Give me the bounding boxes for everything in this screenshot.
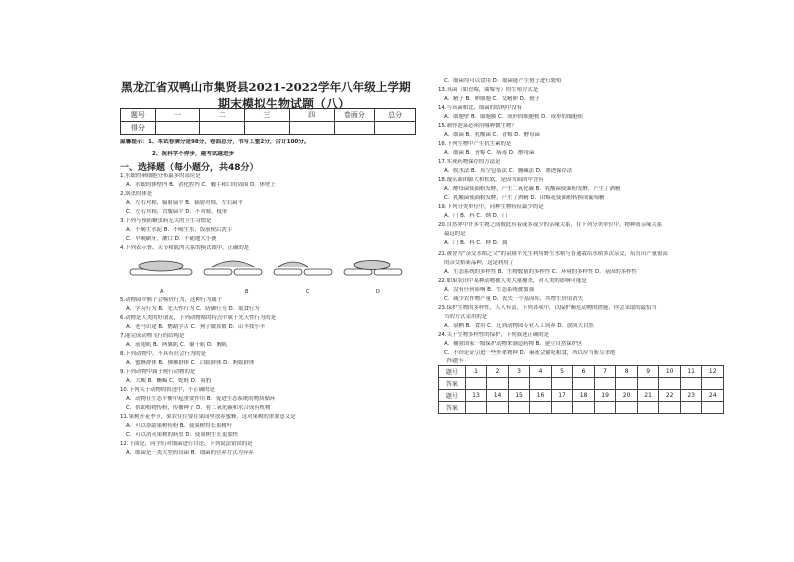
figure-label-c: C — [306, 289, 310, 295]
option-line: A．细菌 B．青霉 C．病毒 D．酵母菌 — [444, 150, 535, 156]
answer-cell[interactable] — [616, 402, 638, 414]
answer-row-label: 答案 — [439, 378, 466, 390]
answer-cell[interactable] — [573, 402, 595, 414]
question-number: 13 — [465, 390, 487, 402]
question-line: 3.下列与预防蛔虫病无关的卫生习惯是 — [120, 218, 212, 224]
score-header: 四 — [289, 109, 334, 122]
question-number: 22 — [659, 390, 681, 402]
score-cell[interactable] — [245, 122, 290, 135]
option-line: A．生态系统的多样性 B．生物数量的多样性 C．环境的多样性 D．基因的多样性 — [444, 269, 637, 275]
score-header: 卷面分 — [334, 109, 375, 122]
figure-option-d — [344, 261, 402, 276]
question-number: 10 — [659, 366, 681, 378]
option-line: A．水螅的体壁内 B．消化腔内 C．触手和口的周围 D．体壁上 — [126, 182, 276, 188]
option-line: C．细菌均可以食用 D．细菌能产生孢子进行繁殖 — [444, 78, 562, 84]
question-number: 14 — [487, 390, 509, 402]
score-header: 总分 — [375, 109, 416, 122]
option-line: A．可以帮助果树传粉 B．使果树得长果树叶 — [126, 423, 233, 429]
option-line: A．门 B．科 C．种 D．属 — [444, 240, 508, 246]
answer-cell[interactable] — [594, 378, 616, 390]
answer-cell[interactable] — [551, 402, 573, 414]
answer-cell[interactable] — [702, 402, 724, 414]
section-1-heading: 一、选择题（每小题分，共48分） — [120, 163, 259, 173]
option-line: C．帮助植物传粉，传播种子 D．将二氧化碳和水合成有机物 — [126, 405, 271, 411]
answer-cell[interactable] — [508, 402, 530, 414]
option-line: A．精子 B．卵细胞 C．交精卵 D．孢子 — [444, 96, 540, 102]
exam-title-line2: 期末模拟生物试题（八） — [218, 97, 351, 111]
question-number: 7 — [594, 366, 616, 378]
question-number: 19 — [594, 390, 616, 402]
answer-cell[interactable] — [573, 378, 595, 390]
score-table — [120, 108, 416, 135]
answer-cell[interactable] — [702, 378, 724, 390]
answer-cell[interactable] — [680, 378, 702, 390]
notice-1: 温馨提示：1、本试卷满分是98分，卷面总分，书写工整2分，合计100分。 — [120, 139, 310, 145]
score-cell[interactable] — [334, 122, 375, 135]
question-line: 11.果树开花季节，果农往往要在果园里放养蜜蜂，这对果树的重要意义是 — [120, 414, 296, 420]
score-cell[interactable] — [289, 122, 334, 135]
question-line: 10.下列关于动物的叙述中，不正确的是 — [120, 387, 215, 393]
answer-sheet-label: 答题卡 — [446, 358, 465, 364]
question-number: 6 — [573, 366, 595, 378]
option-line: A．酵母菌使面粉发酵，产生二氧化碳 B．乳酸菌使面粉发酵，产生了酒精 — [444, 186, 621, 192]
answer-cell[interactable] — [530, 402, 552, 414]
question-line: 6.动物是人类的好朋友，下列动物都的特点中属于先天性行为的是 — [120, 315, 277, 321]
answer-cell[interactable] — [465, 378, 487, 390]
figure-label-a: A — [160, 289, 164, 295]
question-number: 23 — [680, 390, 702, 402]
option-line: C．早晚刷牙，漱口 D．不随地大小便 — [126, 236, 217, 242]
answer-cell[interactable] — [551, 378, 573, 390]
option-line: C．减少农作物产量 D．丧失一个基因库，其增生价值消失 — [444, 296, 584, 302]
question-line: 7.能完成动物飞行的结构是 — [120, 333, 185, 339]
option-line: A．捕猎国家一级保护动物来制造药物 B．建立自然保护区 — [444, 341, 583, 347]
figure-label-d: D — [376, 289, 380, 295]
option-line: A．前翅肌 B．两翼肌 C．躯干肌 D．胸肌 — [126, 342, 228, 348]
option-line: A．细菌是一类大型的真菌 B．细菌的营养方式为异养 — [126, 450, 254, 456]
option-line: C．可以消灭果树的病虫 D．使果树生长更加快 — [126, 432, 239, 438]
answer-cell[interactable] — [616, 378, 638, 390]
question-number: 8 — [616, 366, 638, 378]
question-line-cont: 当的方式采用的是 — [444, 314, 488, 320]
answer-cell[interactable] — [594, 402, 616, 414]
option-line: C．乳酸菌使面粉发酵，产生了酒精 D．由霉花使面粉转换成葡萄糖 — [444, 195, 605, 201]
option-line: A．不喝生水泥 B．不喝生水，饭前便后洗手 — [126, 227, 233, 233]
question-line: 1.水螅的刺细胞分布最多的部位是 — [120, 173, 201, 179]
question-number: 15 — [508, 390, 530, 402]
question-line: 9.下列动物中属于爬行动物的是 — [120, 369, 196, 375]
question-number: 4 — [530, 366, 552, 378]
exam-title-line1: 黑龙江省双鸭山市集贤县2021-2022学年八年级上学期 — [121, 80, 411, 94]
option-line: A．左右对称，辐射扁平 B．辐射对称，左右扁平 — [126, 200, 243, 206]
figure-option-c — [274, 262, 332, 275]
question-number: 17 — [551, 390, 573, 402]
question-number: 21 — [637, 390, 659, 402]
question-line: 18.馒头面团膨大和松软，是因为面团中含有 — [438, 177, 544, 183]
question-number: 11 — [680, 366, 702, 378]
score-cell[interactable] — [155, 122, 200, 135]
answer-cell[interactable] — [465, 402, 487, 414]
answer-cell[interactable] — [508, 378, 530, 390]
question-line-cont: 的杂交稻新品种，这是利用了 — [444, 260, 515, 266]
question-line: 13.真菌（如青霉，曲霉等）的生殖方式是 — [438, 87, 539, 93]
question-number: 20 — [616, 390, 638, 402]
answer-cell[interactable] — [637, 378, 659, 390]
answer-cell[interactable] — [487, 378, 509, 390]
option-line: C．左右对称，背腹扁平 D．不对称，枝形 — [126, 209, 228, 215]
question-number: 18 — [573, 390, 595, 402]
option-line: A．没有任何影响 B．生态系统被加强 — [444, 287, 534, 293]
question-number: 5 — [551, 366, 573, 378]
score-header: 三 — [245, 109, 290, 122]
question-line: 5.动物园中猴子会模仿行为，这种行为属于 — [120, 297, 223, 303]
figure-option-a — [130, 261, 192, 275]
question-line: 8.下列动物中，不具有社会行为的是 — [120, 351, 207, 357]
option-line: A．学习行为 B．先天性行为 C．防御行为 D．取食行为 — [126, 306, 260, 312]
question-line: 21.被誉为“杂交水稻之父”的袁隆平先生利用野生水稻与普通栽培水稻多次杂交，培育出产量很高 — [438, 251, 668, 257]
score-header: 一 — [155, 109, 200, 122]
question-line: 19.下列分类单位中，同种生物特征最少的是 — [438, 204, 544, 210]
score-cell[interactable] — [200, 122, 245, 135]
answer-cell[interactable] — [487, 402, 509, 414]
score-row-label: 得分 — [121, 122, 156, 135]
question-number: 2 — [487, 366, 509, 378]
option-line: A．细菌 B．乳酸菌 C．青霉 D．酵母菌 — [444, 132, 540, 138]
question-line: 12.下面是，同学们对细菌进行讨论，下列说法错误的是 — [120, 441, 253, 447]
question-number: 12 — [702, 366, 724, 378]
question-number: 3 — [508, 366, 530, 378]
option-line: A．蜜蜂群体 B．狒狒群体 C．白蚁群体 D．蚂蚁群体 — [126, 360, 255, 366]
question-line: 2.涡虫的体是 — [120, 191, 153, 197]
answer-row-header: 题号 — [439, 366, 466, 378]
answer-cell[interactable] — [659, 378, 681, 390]
question-line: 20.自然界中许多生物之间彼此有着或多或少的亲缘关系，在下列分类单位中，物种间亲缘关系 — [438, 222, 663, 228]
score-header: 题号 — [121, 109, 156, 122]
option-line: A．大鲵 B．蜥蜴 C．蛇蛙 D．海豹 — [126, 378, 212, 384]
score-header: 二 — [200, 109, 245, 122]
option-line: A．老马识途 B．鹦鹉学舌 C．狗子做算数 D．山羊找小羊 — [126, 324, 266, 330]
option-line: A．门 B．科 C．纲 D．门 — [444, 213, 508, 219]
question-line: 24.关于生物多样性的保护，下列叙述正确的是 — [438, 332, 549, 338]
question-line: 23.保护生物的多样性，人人有责，下列各项中，以保护濒危动物的措施，你会采取的最恰当 — [438, 305, 657, 311]
option-line: A．脱水法 B．真空包装法 C．腌藏法 D．渗透保存法 — [444, 168, 573, 174]
score-cell[interactable] — [375, 122, 416, 135]
answer-row-label: 答案 — [439, 402, 466, 414]
question-line-cont: 最远的是 — [444, 231, 466, 237]
question-line: 15.制作泡菜必须用哪种微生物？ — [438, 123, 517, 129]
question-number: 24 — [702, 390, 724, 402]
figure-label-b: B — [245, 289, 249, 295]
question-number: 16 — [530, 390, 552, 402]
question-line: 22.如果农田中某种动物被人类大量捕杀，对人类的影响可能是 — [438, 278, 587, 284]
bone-joint-muscle-figure — [128, 255, 408, 295]
option-line: A．细胞壁 B．细胞膜 C．成形的细胞核 D．成形的细胞质 — [444, 114, 584, 120]
answer-cell[interactable] — [680, 402, 702, 414]
option-line: A．动物在生态平衡中起重要作用 B．促进生态系统的物质循环 — [126, 396, 276, 402]
question-line: 14.与真菌相比，细菌的结构中没有 — [438, 105, 523, 111]
question-line: 16.下列生物中产生抗生素的是 — [438, 141, 512, 147]
notice-2: 2、祝科学不停步，越考试越进步 — [152, 151, 235, 157]
question-line: 17.实现药物保存的方法是 — [438, 159, 501, 165]
question-number: 9 — [637, 366, 659, 378]
figure-option-b — [204, 261, 262, 275]
option-line: A．衰栖 B．食用 C．迁到动物园专业人工饲养 D．放回大自然 — [444, 323, 594, 329]
answer-sheet-table — [438, 365, 724, 414]
answer-cell[interactable] — [530, 378, 552, 390]
answer-cell[interactable] — [637, 402, 659, 414]
question-number: 1 — [465, 366, 487, 378]
question-line: 4.下列表示骨、关节和肌肉关系的模式图中，正确的是 — [120, 245, 250, 251]
option-line: C．不经论证引进一些外来物种 D．麻雀会偷吃粮食，所以应当斩尽杀绝 — [444, 350, 616, 356]
answer-row-header: 题号 — [439, 390, 466, 402]
answer-cell[interactable] — [659, 402, 681, 414]
